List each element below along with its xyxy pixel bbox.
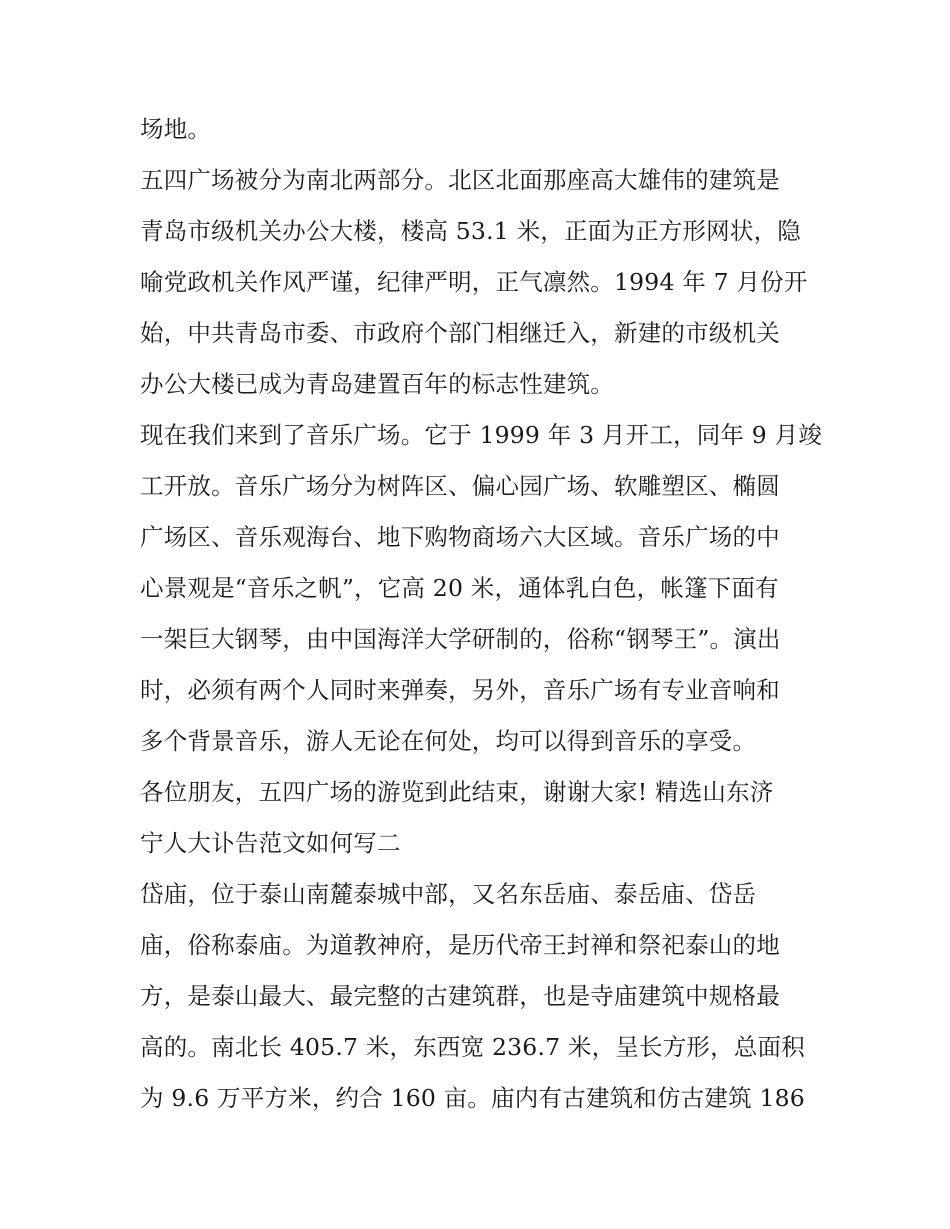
text-line: 为 9.6 万平方米，约合 160 亩。庙内有古建筑和仿古建筑 186 — [140, 1084, 805, 1112]
text-line: 心景观是“音乐之帆”，它高 20 米，通体乳白色，帐篷下面有 — [140, 574, 779, 602]
text-line: 时，必须有两个人同时来弹奏，另外，音乐广场有专业音响和 — [140, 676, 780, 704]
text-line: 各位朋友，五四广场的游览到此结束，谢谢大家! 精选山东济 — [140, 778, 774, 806]
text-line: 现在我们来到了音乐广场。它于 1999 年 3 月开工，同年 9 月竣 — [140, 421, 823, 449]
text-line: 喻党政机关作风严谨，纪律严明，正气凛然。1994 年 7 月份开 — [140, 268, 808, 296]
text-line: 多个背景音乐，游人无论在何处，均可以得到音乐的享受。 — [140, 727, 757, 755]
text-line: 庙，俗称泰庙。为道教神府，是历代帝王封禅和祭祀泰山的地 — [140, 931, 780, 959]
text-line: 方，是泰山最大、最完整的古建筑群，也是寺庙建筑中规格最 — [140, 982, 780, 1010]
text-line: 工开放。音乐广场分为树阵区、偏心园广场、软雕塑区、椭圆 — [140, 472, 780, 500]
text-line: 青岛市级机关办公大楼，楼高 53.1 米，正面为正方形网状，隐 — [140, 217, 801, 245]
text-line: 一架巨大钢琴，由中国海洋大学研制的，俗称“钢琴王”。演出 — [140, 625, 781, 653]
text-line: 高的。南北长 405.7 米，东西宽 236.7 米，呈长方形，总面积 — [140, 1033, 805, 1061]
text-line: 五四广场被分为南北两部分。北区北面那座高大雄伟的建筑是 — [140, 166, 780, 194]
body-text — [140, 104, 823, 1124]
text-line: 始，中共青岛市委、市政府个部门相继迁入，新建的市级机关 — [140, 319, 780, 347]
text-line: 场地。 — [140, 115, 212, 143]
text-line: 宁人大讣告范文如何写二 — [140, 829, 401, 857]
text-line: 岱庙，位于泰山南麓泰城中部，又名东岳庙、泰岳庙、岱岳 — [140, 880, 757, 908]
text-line: 广场区、音乐观海台、地下购物商场六大区域。音乐广场的中 — [140, 523, 780, 551]
text-line: 办公大楼已成为青岛建置百年的标志性建筑。 — [140, 370, 614, 398]
